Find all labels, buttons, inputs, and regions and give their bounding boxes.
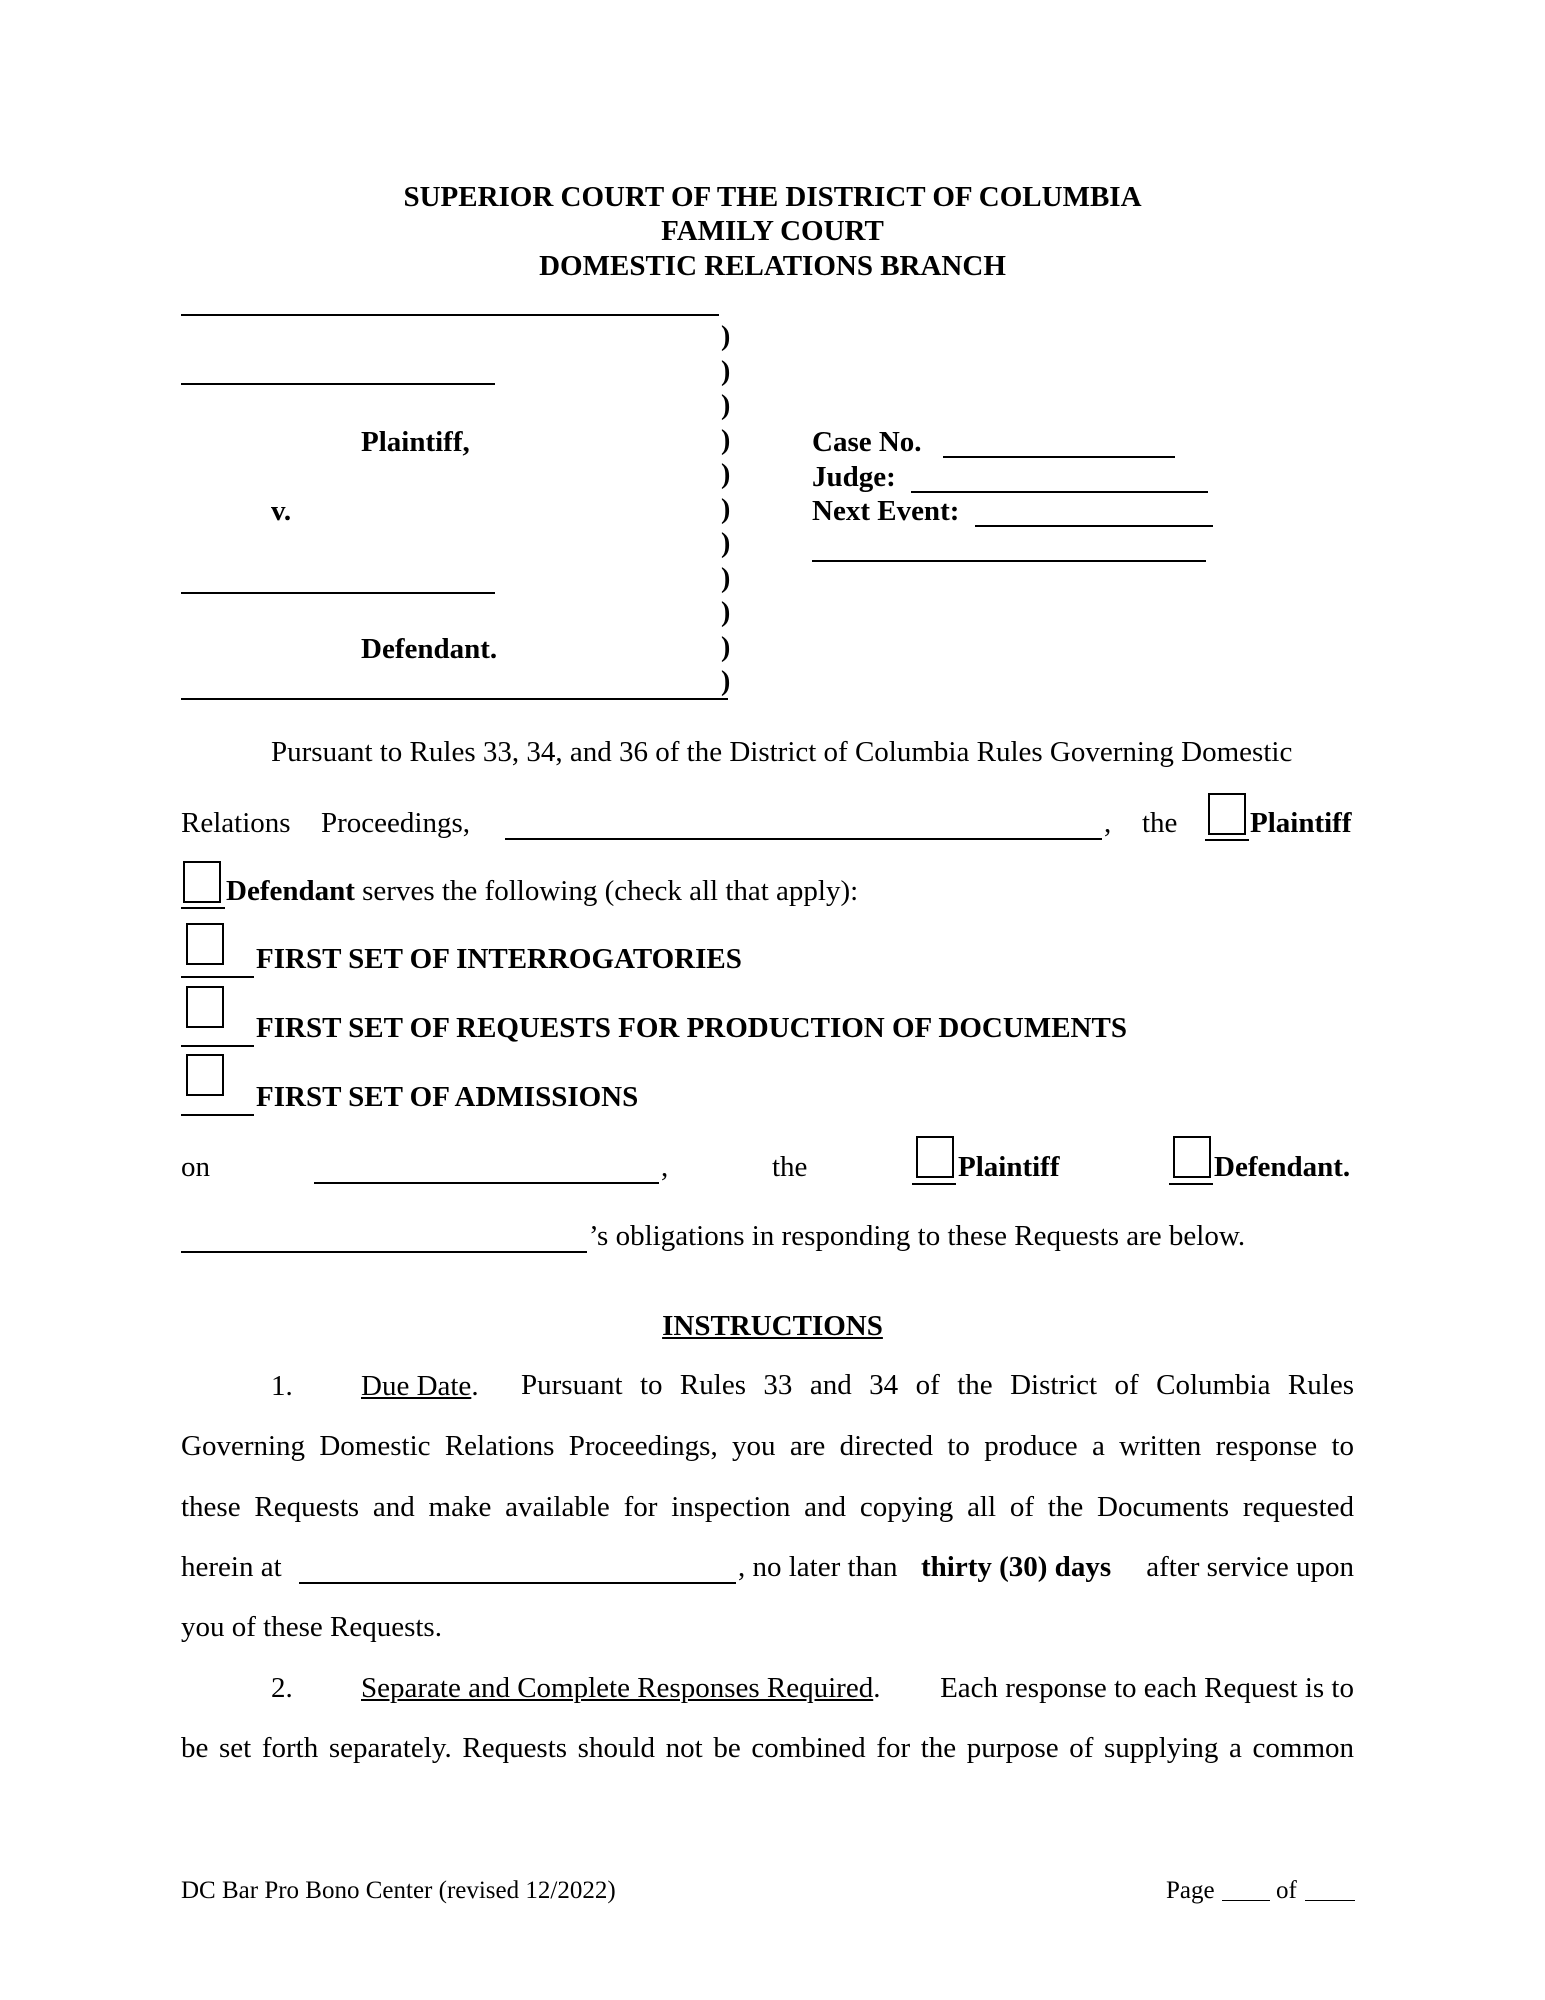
item2-heading-line — [361, 1671, 880, 1705]
item2-number: 2. — [271, 1672, 293, 1704]
caption-parentheses — [721, 320, 730, 700]
checkbox-underline — [1169, 1183, 1213, 1185]
intro-word-proceedings: Proceedings, — [321, 807, 470, 839]
item1-period: . — [471, 1370, 479, 1402]
intro-word-relations: Relations — [181, 807, 291, 839]
checkbox-underline — [181, 1045, 254, 1047]
next-event-blank[interactable] — [975, 525, 1213, 527]
recipient-plaintiff-option: Plaintiff — [958, 1151, 1060, 1183]
paren: ) — [721, 631, 731, 663]
checkbox-admissions[interactable] — [186, 1054, 224, 1096]
checkbox-interrogatories[interactable] — [186, 923, 224, 965]
footer-of-label: of — [1276, 1877, 1297, 1904]
item1-heading-line — [361, 1369, 479, 1403]
checkbox-underline — [1205, 839, 1249, 841]
item2-heading: Separate and Complete Responses Required — [361, 1672, 874, 1704]
service-date-blank[interactable] — [314, 1182, 659, 1184]
item1-herein-at: herein at — [181, 1551, 282, 1583]
court-branch: DOMESTIC RELATIONS BRANCH — [539, 250, 1006, 282]
caption-top-rule — [181, 314, 719, 316]
paren: ) — [721, 390, 731, 421]
paren: ) — [721, 562, 731, 594]
footer-source: DC Bar Pro Bono Center (revised 12/2022) — [181, 1877, 616, 1904]
checkbox-defendant-serves[interactable] — [183, 861, 221, 903]
recipient-defendant-option: Defendant. — [1214, 1151, 1351, 1183]
response-location-blank[interactable] — [299, 1582, 736, 1584]
on-label: on — [181, 1151, 210, 1183]
defendant-name-blank[interactable] — [181, 592, 495, 594]
paren: ) — [721, 424, 731, 456]
item1-line1-text: Pursuant to Rules 33 and 34 of the District of Columbia Rules — [521, 1369, 1354, 1401]
option-interrogatories: FIRST SET OF INTERROGATORIES — [256, 943, 742, 975]
footer-page-label: Page — [1166, 1877, 1215, 1904]
item1-after-service: after service upon — [1146, 1551, 1354, 1583]
checkbox-recipient-defendant[interactable] — [1173, 1136, 1211, 1178]
next-event-blank-2[interactable] — [812, 560, 1206, 562]
case-no-blank[interactable] — [943, 456, 1175, 458]
checkbox-underline — [181, 976, 254, 978]
item1-number: 1. — [271, 1370, 293, 1402]
plaintiff-label: Plaintiff, — [361, 426, 470, 458]
caption-bottom-rule — [181, 698, 728, 700]
checkbox-underline — [181, 907, 225, 909]
paren: ) — [721, 459, 731, 490]
item1-heading: Due Date — [361, 1370, 472, 1402]
plaintiff-name-blank[interactable] — [181, 383, 495, 385]
judge-blank[interactable] — [911, 491, 1208, 493]
party-name-blank[interactable] — [505, 838, 1102, 840]
versus-label: v. — [271, 495, 292, 527]
obligations-text: ’s obligations in responding to these Requests are below. — [589, 1220, 1246, 1252]
checkbox-production-documents[interactable] — [186, 986, 224, 1028]
item2-line1-rest: Each response to each Request is to — [940, 1672, 1354, 1704]
item1-thirty-days: thirty (30) days — [921, 1551, 1112, 1583]
intro-the: the — [1142, 807, 1178, 839]
responding-party-blank[interactable] — [181, 1251, 587, 1253]
option-admissions: FIRST SET OF ADMISSIONS — [256, 1081, 639, 1113]
paren: ) — [721, 493, 731, 525]
item1-line5: you of these Requests. — [181, 1611, 442, 1643]
judge-label: Judge: — [812, 461, 896, 493]
on-the: the — [772, 1151, 808, 1183]
item1-line3: these Requests and make available for inspection and copying all of the Documents requested — [181, 1491, 1354, 1523]
option-production-documents: FIRST SET OF REQUESTS FOR PRODUCTION OF DOCUMENTS — [256, 1012, 1127, 1044]
checkbox-underline — [181, 1114, 254, 1116]
court-name: SUPERIOR COURT OF THE DISTRICT OF COLUMBIA — [403, 181, 1142, 213]
intro-text: Pursuant to Rules 33, 34, and 36 of the District of Columbia Rules Governing Domestic — [271, 736, 1293, 768]
case-no-label: Case No. — [812, 426, 922, 458]
intro-defendant-option: Defendant — [226, 875, 355, 907]
intro-plaintiff-option: Plaintiff — [1250, 807, 1352, 839]
court-division: FAMILY COURT — [661, 215, 884, 247]
paren: ) — [721, 597, 731, 628]
item1-line1 — [521, 1369, 1354, 1402]
paren: ) — [721, 321, 731, 352]
intro-line-1 — [181, 736, 1354, 769]
paren: ) — [721, 528, 731, 559]
item1-line2: Governing Domestic Relations Proceedings, you are directed to produce a written response to — [181, 1430, 1354, 1462]
instructions-title: INSTRUCTIONS — [662, 1310, 883, 1342]
paren: ) — [721, 666, 731, 697]
checkbox-underline — [912, 1183, 956, 1185]
intro-defendant-line — [226, 874, 858, 908]
checkbox-recipient-plaintiff[interactable] — [916, 1136, 954, 1178]
item2-period: . — [873, 1672, 881, 1704]
intro-serves-text: serves the following (check all that apply): — [354, 875, 859, 907]
on-comma: , — [661, 1151, 669, 1183]
checkbox-plaintiff-serves[interactable] — [1208, 793, 1246, 835]
next-event-label: Next Event: — [812, 495, 960, 527]
page-number-blank[interactable] — [1222, 1900, 1270, 1901]
intro-comma: , — [1104, 807, 1112, 839]
page-total-blank[interactable] — [1305, 1900, 1355, 1901]
defendant-label: Defendant. — [361, 633, 498, 665]
paren: ) — [721, 355, 731, 387]
item2-line2: be set forth separately. Requests should not be combined for the purpose of supplying a common — [181, 1732, 1354, 1764]
item1-no-later-than: , no later than — [738, 1551, 898, 1583]
